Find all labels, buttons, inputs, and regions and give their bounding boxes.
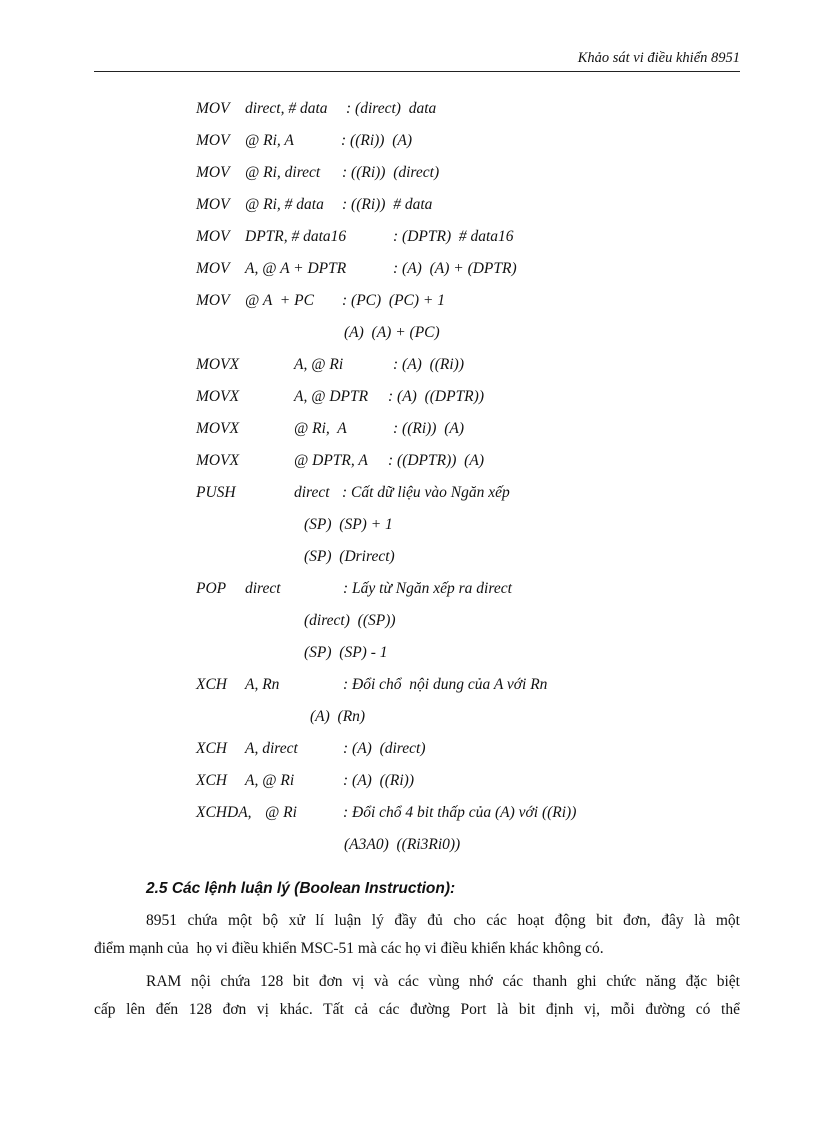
instruction-operands: A, Rn xyxy=(245,676,280,693)
instruction-description: : (A) (direct) xyxy=(343,740,426,757)
paragraph-line: 8951 chứa một bộ xử lí luận lý đầy đủ cho các hoạt động bit đơn, đây là một xyxy=(146,912,740,929)
instruction-mnemonic: POP xyxy=(196,580,227,597)
instruction-description: (SP) (SP) - 1 xyxy=(304,644,388,661)
section-heading: 2.5 Các lệnh luận lý (Boolean Instruction): xyxy=(146,880,456,897)
instruction-description: : ((Ri)) (direct) xyxy=(342,164,440,181)
instruction-mnemonic: MOV xyxy=(196,132,230,149)
instruction-description: : ((Ri)) (A) xyxy=(341,132,412,149)
instruction-description: : (PC) (PC) + 1 xyxy=(342,292,446,309)
instruction-description: : Đổi chổ nội dung của A với Rn xyxy=(343,676,548,693)
instruction-description: (A3A0) ((Ri3Ri0)) xyxy=(344,836,461,853)
instruction-description: : (A) ((Ri)) xyxy=(393,356,464,373)
instruction-operands: @ Ri, A xyxy=(294,420,347,437)
instruction-operands: A, @ A + DPTR xyxy=(245,260,347,277)
instruction-description: : ((DPTR)) (A) xyxy=(388,452,484,469)
instruction-description: : (DPTR) # data16 xyxy=(393,228,514,245)
instruction-mnemonic: MOV xyxy=(196,292,230,309)
instruction-mnemonic: MOVX xyxy=(196,356,240,373)
paragraph-line: điểm mạnh của họ vi điều khiển MSC-51 mà các họ vi điều khiển khác không có. xyxy=(94,940,604,957)
instruction-mnemonic: XCH xyxy=(196,772,227,789)
instruction-operands: direct xyxy=(245,580,281,597)
running-header: Khảo sát vi điều khiển 8951 xyxy=(577,50,740,66)
instruction-operands: @ A + PC xyxy=(245,292,314,309)
instruction-mnemonic: XCHDA, xyxy=(196,804,252,821)
paragraph-line: RAM nội chứa 128 bit đơn vị và các vùng nhớ các thanh ghi chức năng đặc biệt xyxy=(146,973,740,990)
instruction-mnemonic: MOV xyxy=(196,260,230,277)
instruction-operands: direct, # data xyxy=(245,100,328,117)
instruction-operands: @ DPTR, A xyxy=(294,452,368,469)
instruction-operands: DPTR, # data16 xyxy=(245,228,347,245)
instruction-description: (A) (A) + (PC) xyxy=(344,324,440,341)
instruction-description: : ((Ri)) # data xyxy=(342,196,433,213)
instruction-mnemonic: MOVX xyxy=(196,452,240,469)
instruction-description: : Lấy từ Ngăn xếp ra direct xyxy=(343,580,512,597)
instruction-operands: @ Ri, direct xyxy=(245,164,321,181)
paragraph-line: cấp lên đến 128 đơn vị khác. Tất cả các đường Port là bit định vị, mỗi đường có thể xyxy=(94,1001,740,1018)
instruction-description: : (A) ((Ri)) xyxy=(343,772,414,789)
instruction-operands: direct xyxy=(294,484,330,501)
instruction-description: (SP) (Drirect) xyxy=(304,548,395,565)
instruction-description: : (A) (A) + (DPTR) xyxy=(393,260,517,277)
instruction-description: : ((Ri)) (A) xyxy=(393,420,464,437)
instruction-mnemonic: MOV xyxy=(196,164,230,181)
instruction-operands: @ Ri, A xyxy=(245,132,294,149)
instruction-operands: A, @ Ri xyxy=(245,772,295,789)
header-rule xyxy=(94,71,740,72)
instruction-operands: @ Ri, # data xyxy=(245,196,324,213)
instruction-operands: A, direct xyxy=(245,740,298,757)
instruction-description: : (direct) data xyxy=(346,100,437,117)
instruction-description: : Đổi chổ 4 bit thấp của (A) với ((Ri)) xyxy=(343,804,577,821)
instruction-operands: A, @ Ri xyxy=(294,356,344,373)
instruction-operands: @ Ri xyxy=(265,804,297,821)
instruction-mnemonic: MOV xyxy=(196,228,230,245)
instruction-description: (A) (Rn) xyxy=(310,708,366,725)
instruction-operands: A, @ DPTR xyxy=(294,388,369,405)
instruction-description: : Cất dữ liệu vào Ngăn xếp xyxy=(342,484,510,501)
instruction-mnemonic: MOVX xyxy=(196,420,240,437)
instruction-mnemonic: MOV xyxy=(196,196,230,213)
instruction-mnemonic: XCH xyxy=(196,676,227,693)
instruction-description: : (A) ((DPTR)) xyxy=(388,388,484,405)
instruction-mnemonic: PUSH xyxy=(196,484,236,501)
instruction-mnemonic: XCH xyxy=(196,740,227,757)
instruction-mnemonic: MOVX xyxy=(196,388,240,405)
instruction-mnemonic: MOV xyxy=(196,100,230,117)
instruction-description: (direct) ((SP)) xyxy=(304,612,396,629)
instruction-description: (SP) (SP) + 1 xyxy=(304,516,393,533)
